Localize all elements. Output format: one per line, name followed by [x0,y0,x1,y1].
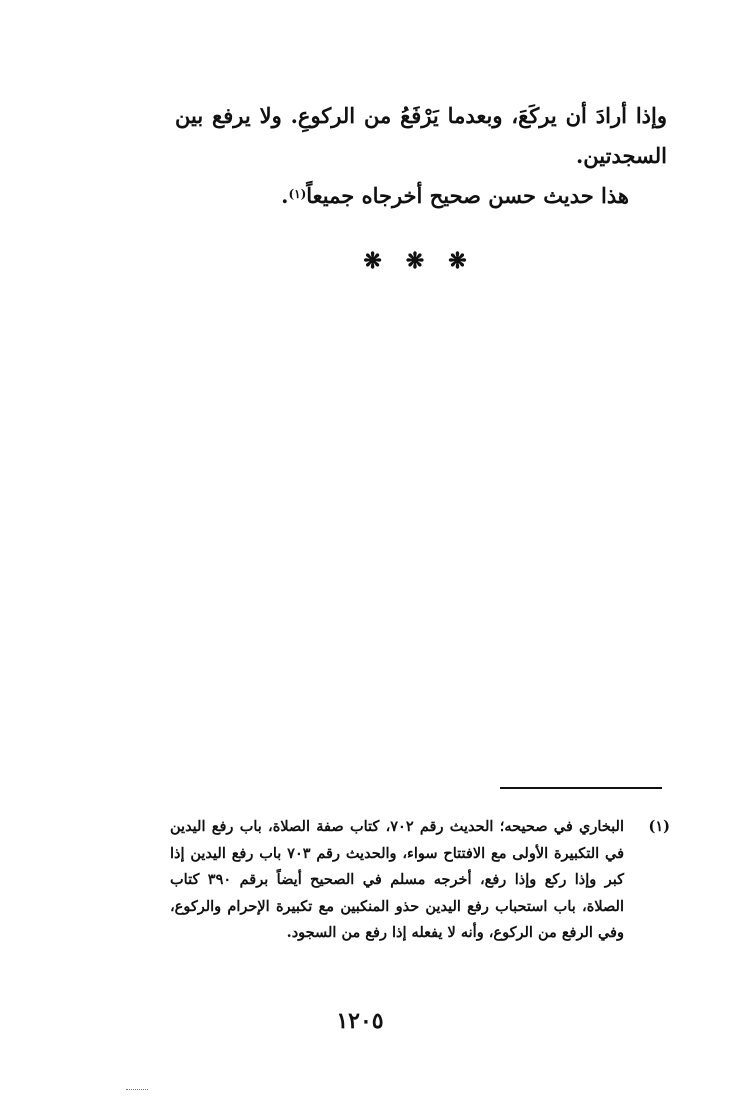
main-text-block [175,96,667,216]
main-text-paragraph [175,96,667,176]
separator-star-icon: ❋ [405,248,425,274]
separator-star-icon: ❋ [448,248,467,274]
hadith-grading [175,176,667,216]
footnote [170,814,670,947]
scan-speck [126,1089,148,1090]
separator-star-icon: ❋ [363,248,382,274]
hadith-grading-period: . [281,183,289,208]
page-number: ١٢٠٥ [336,1008,384,1034]
section-separator [340,248,490,274]
main-text-line-1: وإذا أرادَ أن يركَعَ، وبعدما يَرْفَعُ من الركوعِ. ولا يرفع بين [175,103,667,128]
hadith-grading-text: هذا حديث حسن صحيح أخرجاه جميعاً [306,183,629,208]
main-text-line-2: السجدتين. [575,143,667,168]
footnote-text: البخاري في صحيحه؛ الحديث رقم ٧٠٢، كتاب صفة الصلاة، باب رفع اليدين في التكبيرة الأولى مع الافتتاح سواء، والحديث رقم ٧٠٣ باب رفع اليدين إذا كبر وإذا ركع وإذا رفع، أخرجه مسلم في الصحيح أيضاً برقم ٣٩٠ كتاب الصلاة، باب استحباب رفع اليدين حذو المنكبين مع تكبيرة الإحرام والركوع، وفي الرفع من الركوع، وأنه لا يفعله إذا رفع من السجود. [170,818,625,941]
footnote-reference[interactable]: (١) [288,187,307,201]
footnote-divider [500,787,662,789]
footnote-number: (١) [648,818,670,835]
